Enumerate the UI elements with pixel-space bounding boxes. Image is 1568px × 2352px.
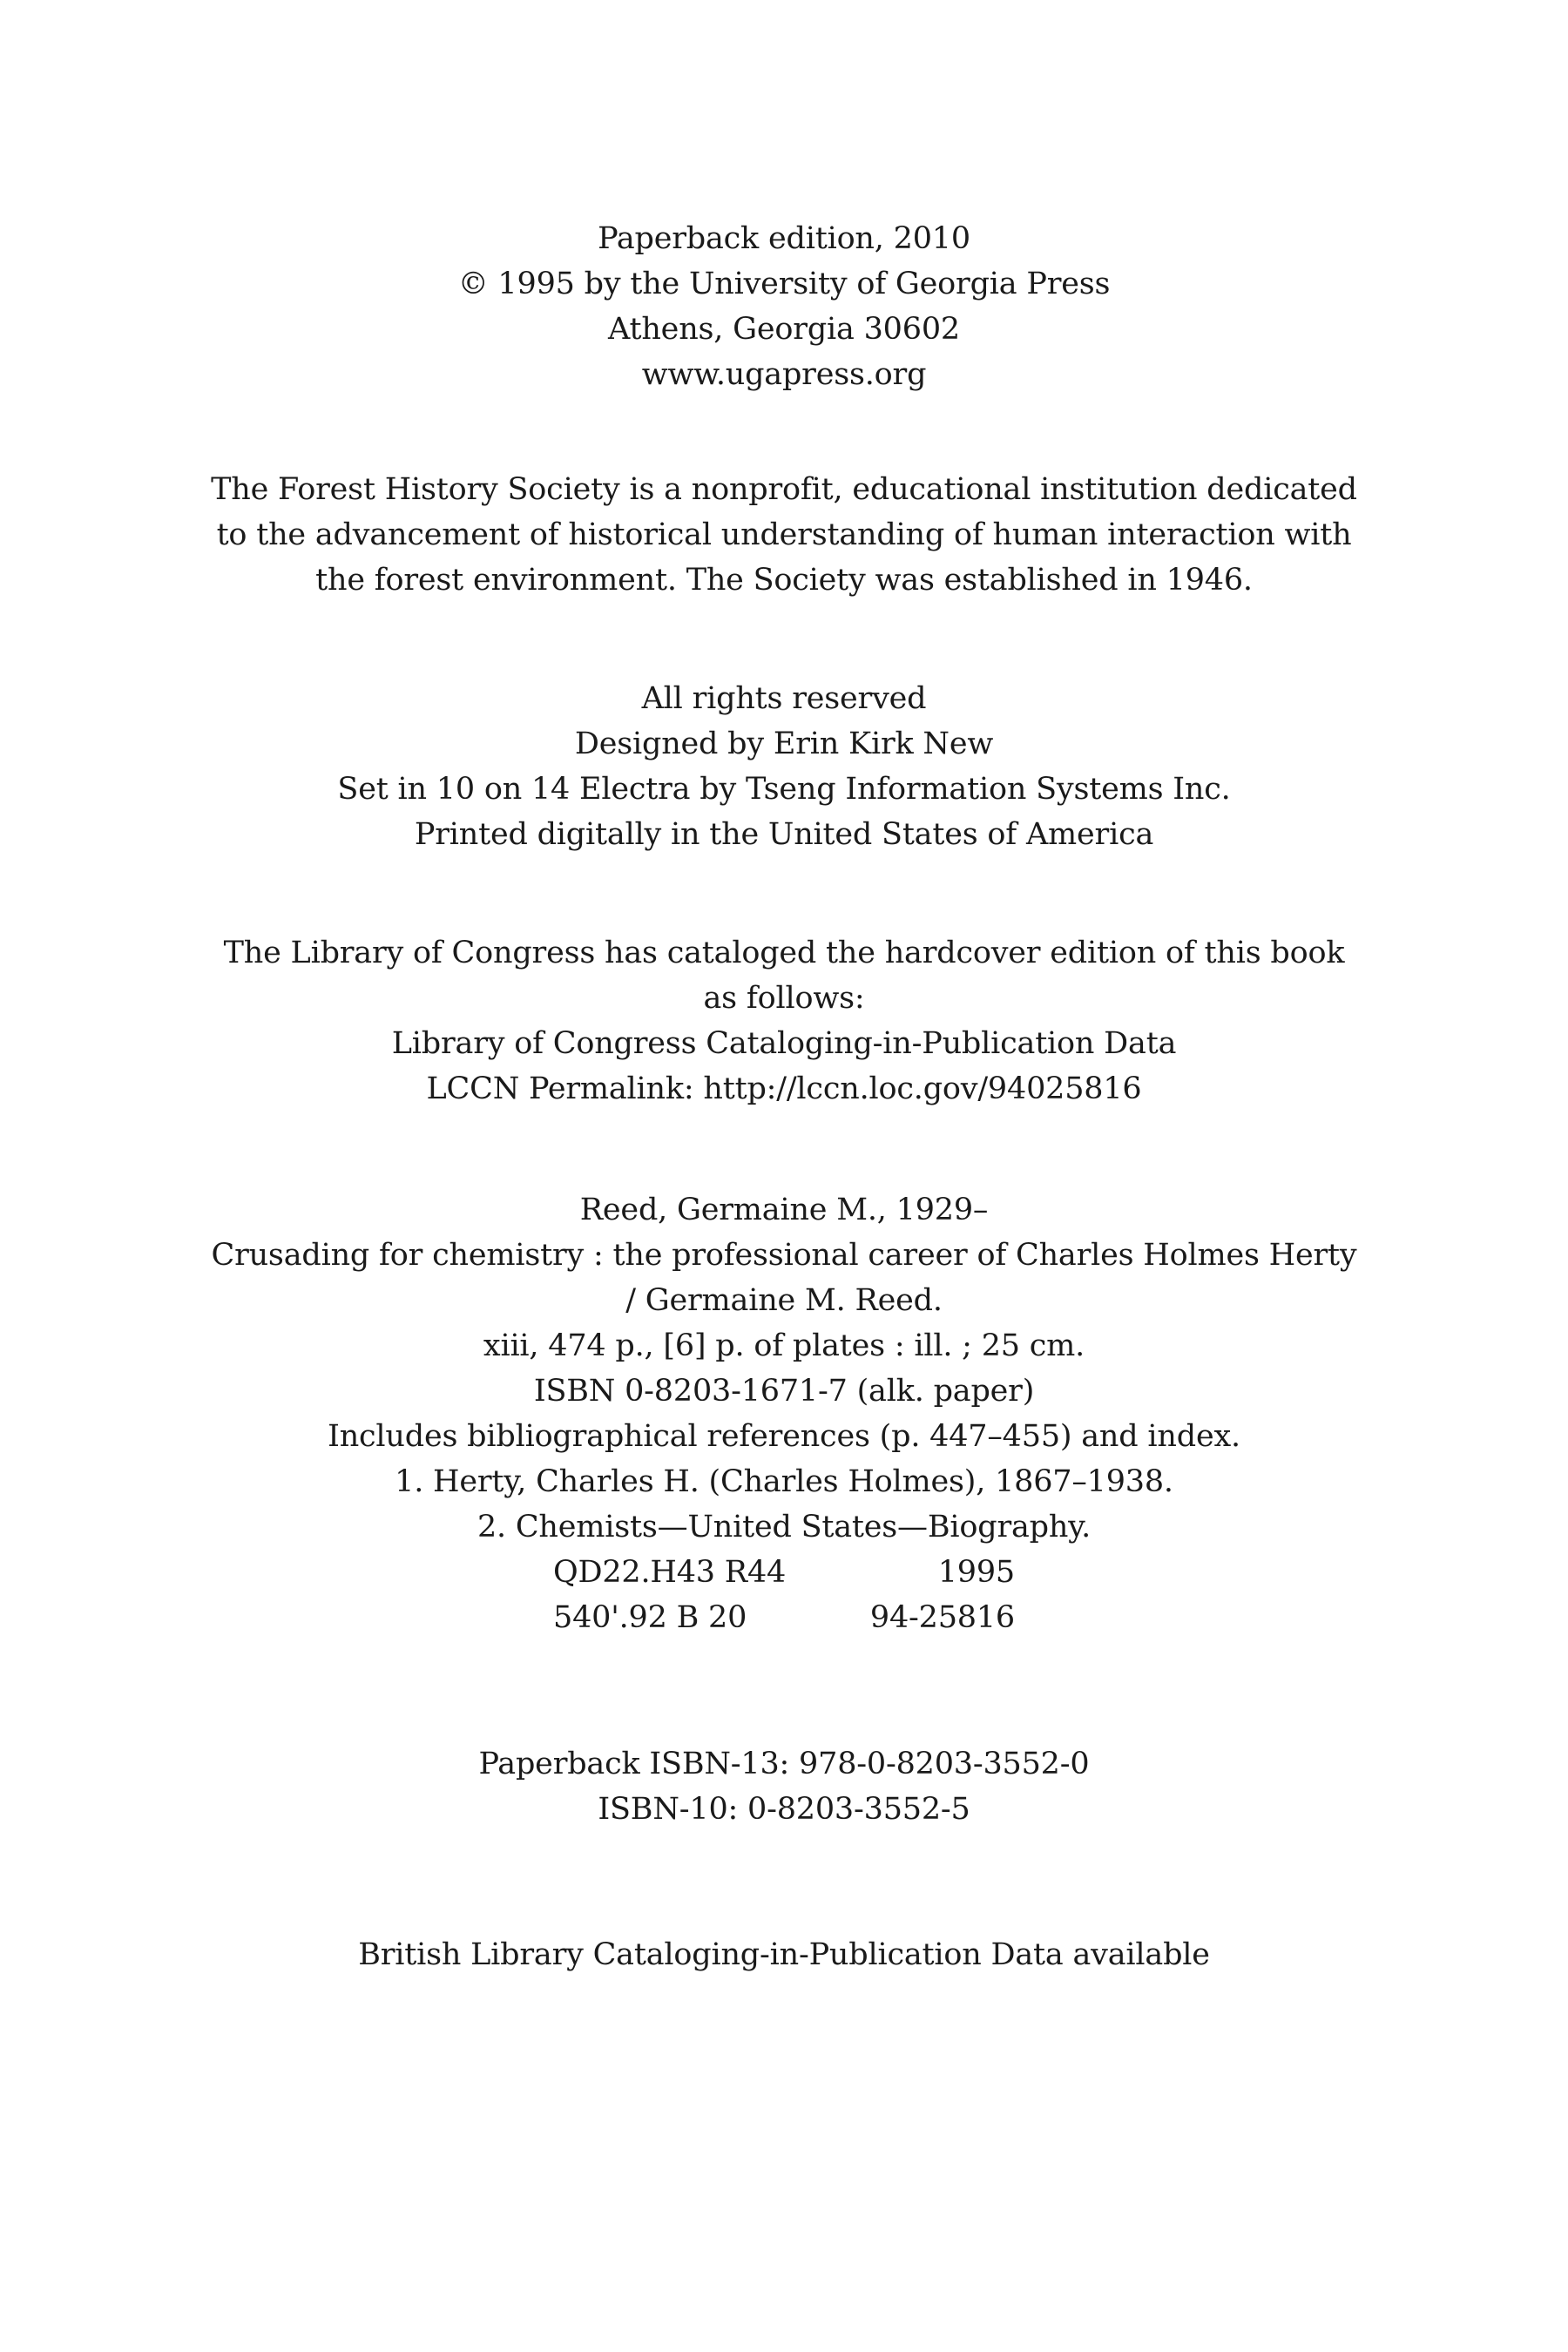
society-line: to the advancement of historical understanding of human interaction with [216, 517, 1352, 552]
rights-line: All rights reserved [641, 681, 927, 716]
production-credits [0, 676, 1568, 857]
designer-line: Designed by Erin Kirk New [574, 727, 994, 761]
dewey-classification-row [0, 1595, 1568, 1640]
society-line: the forest environment. The Society was established in 1946. [315, 563, 1253, 598]
subject-line: 2. Chemists—United States—Biography. [476, 1510, 1092, 1544]
lc-class-number: QD22.H43 R44 [553, 1555, 787, 1590]
printing-line: Printed digitally in the United States of America [414, 817, 1154, 852]
british-library-line: British Library Cataloging-in-Publication Data available [358, 1937, 1210, 1972]
loc-line: Library of Congress Cataloging-in-Publication Data [391, 1026, 1177, 1061]
paperback-isbn [0, 1741, 1568, 1832]
website-line: www.ugapress.org [641, 357, 927, 392]
dewey-number: 540'.92 B 20 [553, 1600, 747, 1635]
copyright-line: © 1995 by the University of Georgia Press [457, 267, 1111, 301]
society-line: The Forest History Society is a nonprofit, educational institution dedicated [211, 472, 1357, 507]
publication-info [0, 216, 1568, 397]
cip-catalog-record [0, 1187, 1568, 1640]
author-line: Reed, Germaine M., 1929– [579, 1193, 989, 1227]
title-line: Crusading for chemistry : the professional career of Charles Holmes Herty [211, 1238, 1357, 1273]
lccn-permalink: LCCN Permalink: http://lccn.loc.gov/94025816 [426, 1071, 1142, 1106]
isbn-line: ISBN 0-8203-1671-7 (alk. paper) [533, 1374, 1035, 1409]
subject-line: 1. Herty, Charles H. (Charles Holmes), 1867–1938. [395, 1464, 1173, 1499]
british-library-note [0, 1932, 1568, 1977]
lc-classification-row [0, 1550, 1568, 1595]
title-line: / Germaine M. Reed. [625, 1283, 943, 1318]
physical-description: xiii, 474 p., [6] p. of plates : ill. ; 25 cm. [483, 1328, 1085, 1363]
notes-line: Includes bibliographical references (p. 447–455) and index. [328, 1419, 1240, 1454]
society-statement [0, 467, 1568, 603]
address-line: Athens, Georgia 30602 [608, 312, 960, 347]
isbn13-line: Paperback ISBN-13: 978-0-8203-3552-0 [478, 1747, 1090, 1781]
loc-line: as follows: [703, 981, 865, 1016]
library-of-congress-note [0, 930, 1568, 1112]
isbn10-line: ISBN-10: 0-8203-3552-5 [598, 1792, 970, 1827]
lccn-number: 94-25816 [869, 1600, 1015, 1635]
lc-class-year: 1995 [937, 1555, 1015, 1590]
typesetting-line: Set in 10 on 14 Electra by Tseng Information Systems Inc. [337, 772, 1231, 807]
edition-line: Paperback edition, 2010 [598, 221, 970, 256]
loc-line: The Library of Congress has cataloged the hardcover edition of this book [223, 936, 1345, 970]
